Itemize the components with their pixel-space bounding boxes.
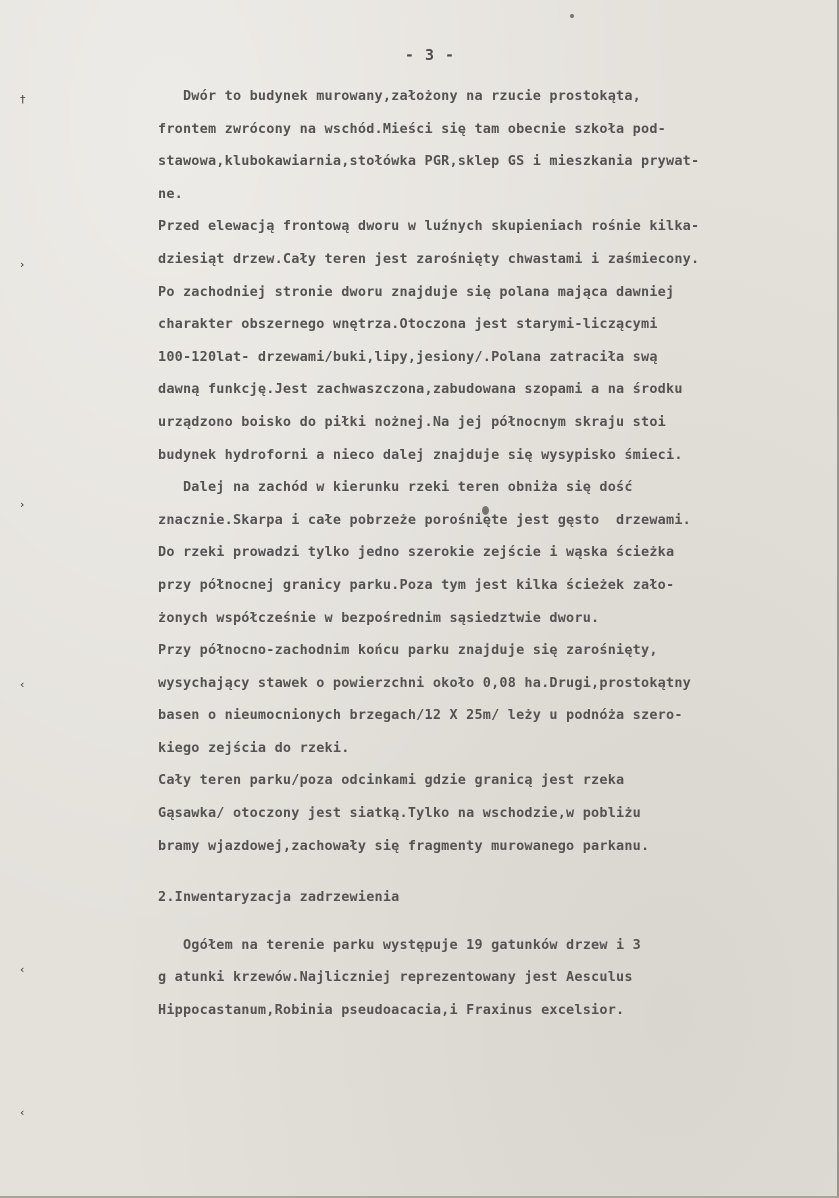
text-line: Cały teren parku/poza odcinkami gdzie granicą jest rzeka — [158, 772, 625, 789]
text-line: frontem zwrócony na wschód.Mieści się tam obecnie szkoła pod- — [158, 120, 666, 137]
page-number: - 3 - — [404, 46, 456, 64]
text-line: budynek hydroforni a nieco dalej znajduje się wysypisko śmieci. — [158, 446, 683, 463]
text-line: 100-120lat- drzewami/buki,lipy,jesiony/.Polana zatraciła swą — [158, 348, 658, 365]
text-line: kiego zejścia do rzeki. — [158, 739, 350, 756]
text-line: przy północnej granicy parku.Poza tym jest kilka ścieżek zało- — [158, 576, 675, 593]
margin-mark-icon: › — [20, 258, 25, 271]
text-line: Do rzeki prowadzi tylko jedno szerokie zejście i wąska ścieżka — [158, 544, 675, 561]
text-line: wysychający stawek o powierzchni około 0,08 ha.Drugi,prostokątny — [158, 674, 691, 691]
margin-mark-icon: › — [20, 498, 25, 511]
text-line: basen o nieumocnionych brzegach/12 X 25m/ leży u podnóża szero- — [158, 707, 683, 724]
text-line: Ogółem na terenie parku występuje 19 gatunków drzew i 3 — [158, 936, 642, 953]
text-line: urządzono boisko do piłki nożnej.Na jej północnym skraju stoi — [158, 413, 666, 430]
text-line: ne. — [158, 185, 183, 202]
margin-mark-icon: † — [20, 93, 26, 106]
text-line: Hippocastanum,Robinia pseudoacacia,i Fraxinus excelsior. — [158, 1002, 625, 1019]
paper-speck — [570, 14, 574, 18]
text-line: g atunki krzewów.Najliczniej reprezentowany jest Aesculus — [158, 969, 633, 986]
text-line: Dwór to budynek murowany,założony na rzucie prostokąta, — [158, 88, 642, 104]
paragraph-gap — [158, 862, 834, 881]
margin-mark-icon: ‹ — [20, 963, 25, 976]
text-line: Przed elewacją frontową dworu w luźnych skupieniach rośnie kilka- — [158, 218, 700, 235]
text-line: dawną funkcję.Jest zachwaszczona,zabudowana szopami a na środku — [158, 381, 683, 398]
text-line: dziesiąt drzew.Cały teren jest zarośnięty chwastami i zaśmiecony. — [158, 250, 700, 267]
text-line: stawowa,klubokawiarnia,stołówka PGR,sklep GS i mieszkania prywat- — [158, 153, 700, 170]
margin-mark-icon: ‹ — [20, 1106, 25, 1119]
text-line: Po zachodniej stronie dworu znajduje się polana mająca dawniej — [158, 283, 675, 300]
text-line: Przy północno-zachodnim końcu parku znajduje się zarośnięty, — [158, 642, 658, 659]
margin-mark-icon: ‹ — [20, 678, 25, 691]
section-heading: 2.Inwentaryzacja zadrzewienia — [158, 889, 400, 906]
paragraph-gap — [158, 914, 834, 929]
text-line: Dalej na zachód w kierunku rzeki teren obniża się dość — [158, 479, 633, 496]
body-text — [158, 80, 834, 1027]
text-line: żonych współcześnie w bezpośrednim sąsiedztwie dworu. — [158, 609, 600, 626]
text-line: bramy wjazdowej,zachowały się fragmenty murowanego parkanu. — [158, 837, 650, 854]
text-line: znacznie.Skarpa i całe pobrzeże porośnięte jest gęsto drzewami. — [158, 511, 691, 528]
text-line: charakter obszernego wnętrza.Otoczona jest starymi-liczącymi — [158, 316, 658, 333]
text-line: Gąsawka/ otoczony jest siatką.Tylko na wschodzie,w pobliżu — [158, 805, 642, 822]
